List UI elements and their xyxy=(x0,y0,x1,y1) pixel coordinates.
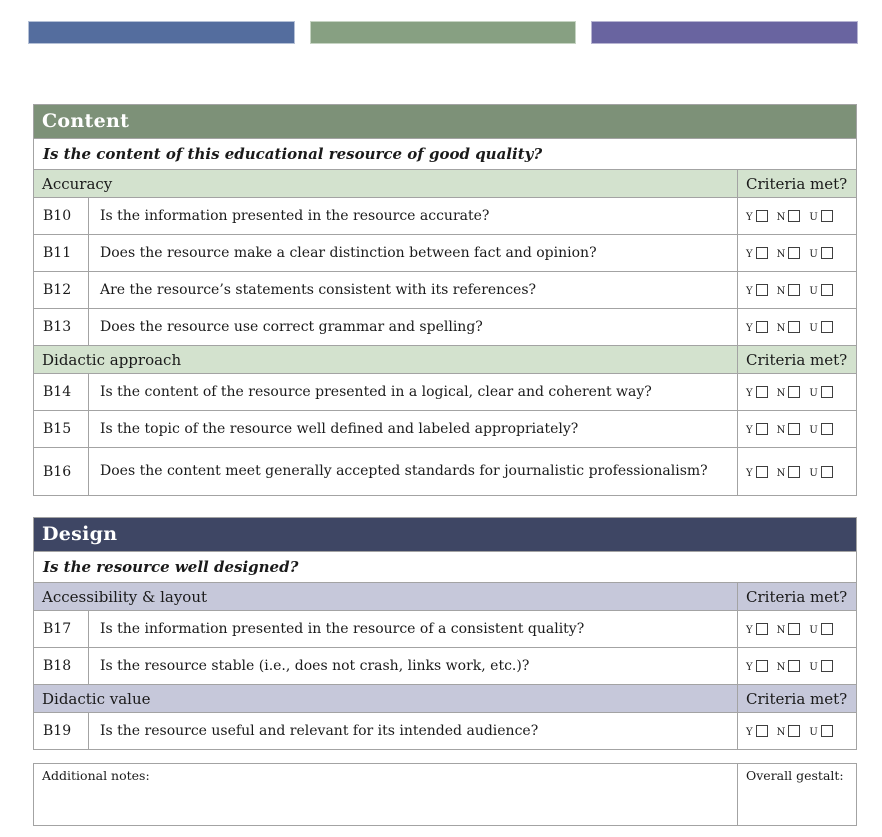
overall-gestalt-label: Overall gestalt: xyxy=(746,768,844,783)
option-letter-n: N xyxy=(776,727,786,738)
table-row-b11 xyxy=(34,235,857,272)
criteria-option-u xyxy=(809,384,832,400)
checkbox-n[interactable] xyxy=(788,210,800,222)
criteria-checkboxes xyxy=(738,448,857,496)
criteria-met-header: Criteria met? xyxy=(738,346,857,374)
option-letter-n: N xyxy=(776,662,786,673)
question-id: B19 xyxy=(34,713,89,750)
checkbox-y[interactable] xyxy=(756,210,768,222)
checkbox-n[interactable] xyxy=(788,725,800,737)
criteria-option-u xyxy=(809,208,832,224)
criteria-checkboxes xyxy=(738,235,857,272)
option-letter-u: U xyxy=(809,323,818,334)
criteria-option-n xyxy=(777,723,801,739)
checkbox-u[interactable] xyxy=(821,284,833,296)
criteria-option-u xyxy=(809,464,832,480)
overall-gestalt-cell[interactable] xyxy=(738,764,857,826)
checkbox-y[interactable] xyxy=(756,386,768,398)
question-text: Does the content meet generally accepted standards for journalistic professionalism? xyxy=(89,448,738,496)
criteria-option-y xyxy=(746,319,768,335)
option-letter-u: U xyxy=(809,388,818,399)
checkbox-y[interactable] xyxy=(756,725,768,737)
option-letter-u: U xyxy=(809,625,818,636)
criteria-option-y xyxy=(746,464,768,480)
criteria-option-n xyxy=(777,319,801,335)
question-text: Does the resource make a clear distinction between fact and opinion? xyxy=(89,235,738,272)
content-subtitle: Is the content of this educational resource of good quality? xyxy=(34,139,857,170)
criteria-option-y xyxy=(746,245,768,261)
notes-table xyxy=(33,763,857,826)
question-id: B12 xyxy=(34,272,89,309)
question-id: B16 xyxy=(34,448,89,496)
option-letter-y: Y xyxy=(746,727,753,738)
didactic-value-band-row xyxy=(34,685,857,713)
checkbox-u[interactable] xyxy=(821,386,833,398)
criteria-option-n xyxy=(777,464,801,480)
checkbox-u[interactable] xyxy=(821,725,833,737)
option-letter-u: U xyxy=(809,467,818,479)
criteria-checkboxes xyxy=(738,411,857,448)
checkbox-u[interactable] xyxy=(821,660,833,672)
criteria-checkboxes xyxy=(738,198,857,235)
criteria-met-header: Criteria met? xyxy=(738,583,857,611)
option-letter-y: Y xyxy=(746,388,753,399)
accuracy-band-row xyxy=(34,170,857,198)
question-text: Are the resource’s statements consistent with its references? xyxy=(89,272,738,309)
table-row-b17 xyxy=(34,611,857,648)
question-id: B18 xyxy=(34,648,89,685)
criteria-option-u xyxy=(809,245,832,261)
checkbox-n[interactable] xyxy=(788,423,800,435)
question-id: B17 xyxy=(34,611,89,648)
table-row-b13 xyxy=(34,309,857,346)
question-id: B11 xyxy=(34,235,89,272)
criteria-option-u xyxy=(809,658,832,674)
question-text: Is the information presented in the resource of a consistent quality? xyxy=(89,611,738,648)
criteria-option-n xyxy=(777,245,801,261)
criteria-checkboxes xyxy=(738,648,857,685)
blue-bar xyxy=(28,21,295,44)
table-row-b10 xyxy=(34,198,857,235)
criteria-checkboxes xyxy=(738,272,857,309)
checkbox-n[interactable] xyxy=(788,321,800,333)
checkbox-u[interactable] xyxy=(821,210,833,222)
criteria-checkboxes xyxy=(738,611,857,648)
question-text: Is the resource stable (i.e., does not crash, links work, etc.)? xyxy=(89,648,738,685)
design-table xyxy=(33,517,857,750)
accessibility-band-row xyxy=(34,583,857,611)
option-letter-n: N xyxy=(776,425,786,436)
option-letter-y: Y xyxy=(746,625,753,636)
criteria-checkboxes xyxy=(738,374,857,411)
didactic-approach-band-row xyxy=(34,346,857,374)
option-letter-n: N xyxy=(776,286,786,297)
criteria-checkboxes xyxy=(738,713,857,750)
criteria-option-y xyxy=(746,208,768,224)
option-letter-u: U xyxy=(809,662,818,673)
criteria-option-y xyxy=(746,421,768,437)
option-letter-n: N xyxy=(776,625,786,636)
top-color-bars xyxy=(28,21,858,44)
option-letter-n: N xyxy=(776,212,786,223)
question-id: B13 xyxy=(34,309,89,346)
additional-notes-cell[interactable] xyxy=(34,764,738,826)
checkbox-n[interactable] xyxy=(788,386,800,398)
question-text: Is the topic of the resource well defined and labeled appropriately? xyxy=(89,411,738,448)
option-letter-u: U xyxy=(809,425,818,436)
additional-notes-label: Additional notes: xyxy=(42,768,150,783)
design-section-header xyxy=(34,518,857,552)
checkbox-y[interactable] xyxy=(756,321,768,333)
question-text: Is the content of the resource presented in a logical, clear and coherent way? xyxy=(89,374,738,411)
option-letter-u: U xyxy=(809,727,818,738)
table-row-b16 xyxy=(34,448,857,496)
criteria-option-n xyxy=(777,384,801,400)
checkbox-n[interactable] xyxy=(788,284,800,296)
checkbox-n[interactable] xyxy=(788,623,800,635)
criteria-met-header: Criteria met? xyxy=(738,685,857,713)
option-letter-n: N xyxy=(776,249,786,260)
subsection-label-accuracy: Accuracy xyxy=(34,170,738,198)
content-section-title: Content xyxy=(34,105,857,139)
notes-row xyxy=(34,764,857,826)
green-bar xyxy=(310,21,577,44)
option-letter-n: N xyxy=(776,388,786,399)
option-letter-y: Y xyxy=(746,212,753,223)
option-letter-u: U xyxy=(809,249,818,260)
criteria-option-u xyxy=(809,319,832,335)
subsection-label-didactic-approach: Didactic approach xyxy=(34,346,738,374)
table-row-b15 xyxy=(34,411,857,448)
checkbox-n[interactable] xyxy=(788,247,800,259)
subsection-label-didactic-value: Didactic value xyxy=(34,685,738,713)
option-letter-y: Y xyxy=(746,323,753,334)
checkbox-n[interactable] xyxy=(788,660,800,672)
design-subtitle-row xyxy=(34,552,857,583)
content-table xyxy=(33,104,857,496)
purple-bar xyxy=(591,21,858,44)
criteria-option-y xyxy=(746,723,768,739)
checkbox-u[interactable] xyxy=(821,466,833,478)
criteria-option-u xyxy=(809,421,832,437)
table-row-b19 xyxy=(34,713,857,750)
criteria-met-header: Criteria met? xyxy=(738,170,857,198)
table-row-b14 xyxy=(34,374,857,411)
criteria-option-y xyxy=(746,621,768,637)
criteria-option-y xyxy=(746,282,768,298)
criteria-option-n xyxy=(777,421,801,437)
design-section-title: Design xyxy=(34,518,857,552)
option-letter-u: U xyxy=(809,212,818,223)
criteria-option-n xyxy=(777,282,801,298)
option-letter-n: N xyxy=(776,467,786,479)
criteria-option-u xyxy=(809,723,832,739)
checkbox-y[interactable] xyxy=(756,423,768,435)
question-id: B10 xyxy=(34,198,89,235)
criteria-option-n xyxy=(777,658,801,674)
checkbox-y[interactable] xyxy=(756,623,768,635)
checkbox-u[interactable] xyxy=(821,321,833,333)
option-letter-n: N xyxy=(776,323,786,334)
checkbox-y[interactable] xyxy=(756,284,768,296)
checkbox-u[interactable] xyxy=(821,423,833,435)
criteria-option-u xyxy=(809,621,832,637)
criteria-option-n xyxy=(777,621,801,637)
subsection-label-accessibility: Accessibility & layout xyxy=(34,583,738,611)
checkbox-y[interactable] xyxy=(756,660,768,672)
criteria-option-y xyxy=(746,658,768,674)
option-letter-y: Y xyxy=(746,425,753,436)
table-row-b12 xyxy=(34,272,857,309)
question-text: Is the information presented in the resource accurate? xyxy=(89,198,738,235)
option-letter-u: U xyxy=(809,286,818,297)
criteria-option-n xyxy=(777,208,801,224)
question-id: B15 xyxy=(34,411,89,448)
content-subtitle-row xyxy=(34,139,857,170)
table-row-b18 xyxy=(34,648,857,685)
design-subtitle: Is the resource well designed? xyxy=(34,552,857,583)
content-section-header xyxy=(34,105,857,139)
checkbox-y[interactable] xyxy=(756,466,768,478)
option-letter-y: Y xyxy=(746,467,753,479)
checkbox-u[interactable] xyxy=(821,623,833,635)
question-id: B14 xyxy=(34,374,89,411)
criteria-option-u xyxy=(809,282,832,298)
option-letter-y: Y xyxy=(746,249,753,260)
criteria-checkboxes xyxy=(738,309,857,346)
option-letter-y: Y xyxy=(746,662,753,673)
checkbox-u[interactable] xyxy=(821,247,833,259)
criteria-option-y xyxy=(746,384,768,400)
option-letter-y: Y xyxy=(746,286,753,297)
question-text: Is the resource useful and relevant for its intended audience? xyxy=(89,713,738,750)
checkbox-y[interactable] xyxy=(756,247,768,259)
checkbox-n[interactable] xyxy=(788,466,800,478)
question-text: Does the resource use correct grammar and spelling? xyxy=(89,309,738,346)
